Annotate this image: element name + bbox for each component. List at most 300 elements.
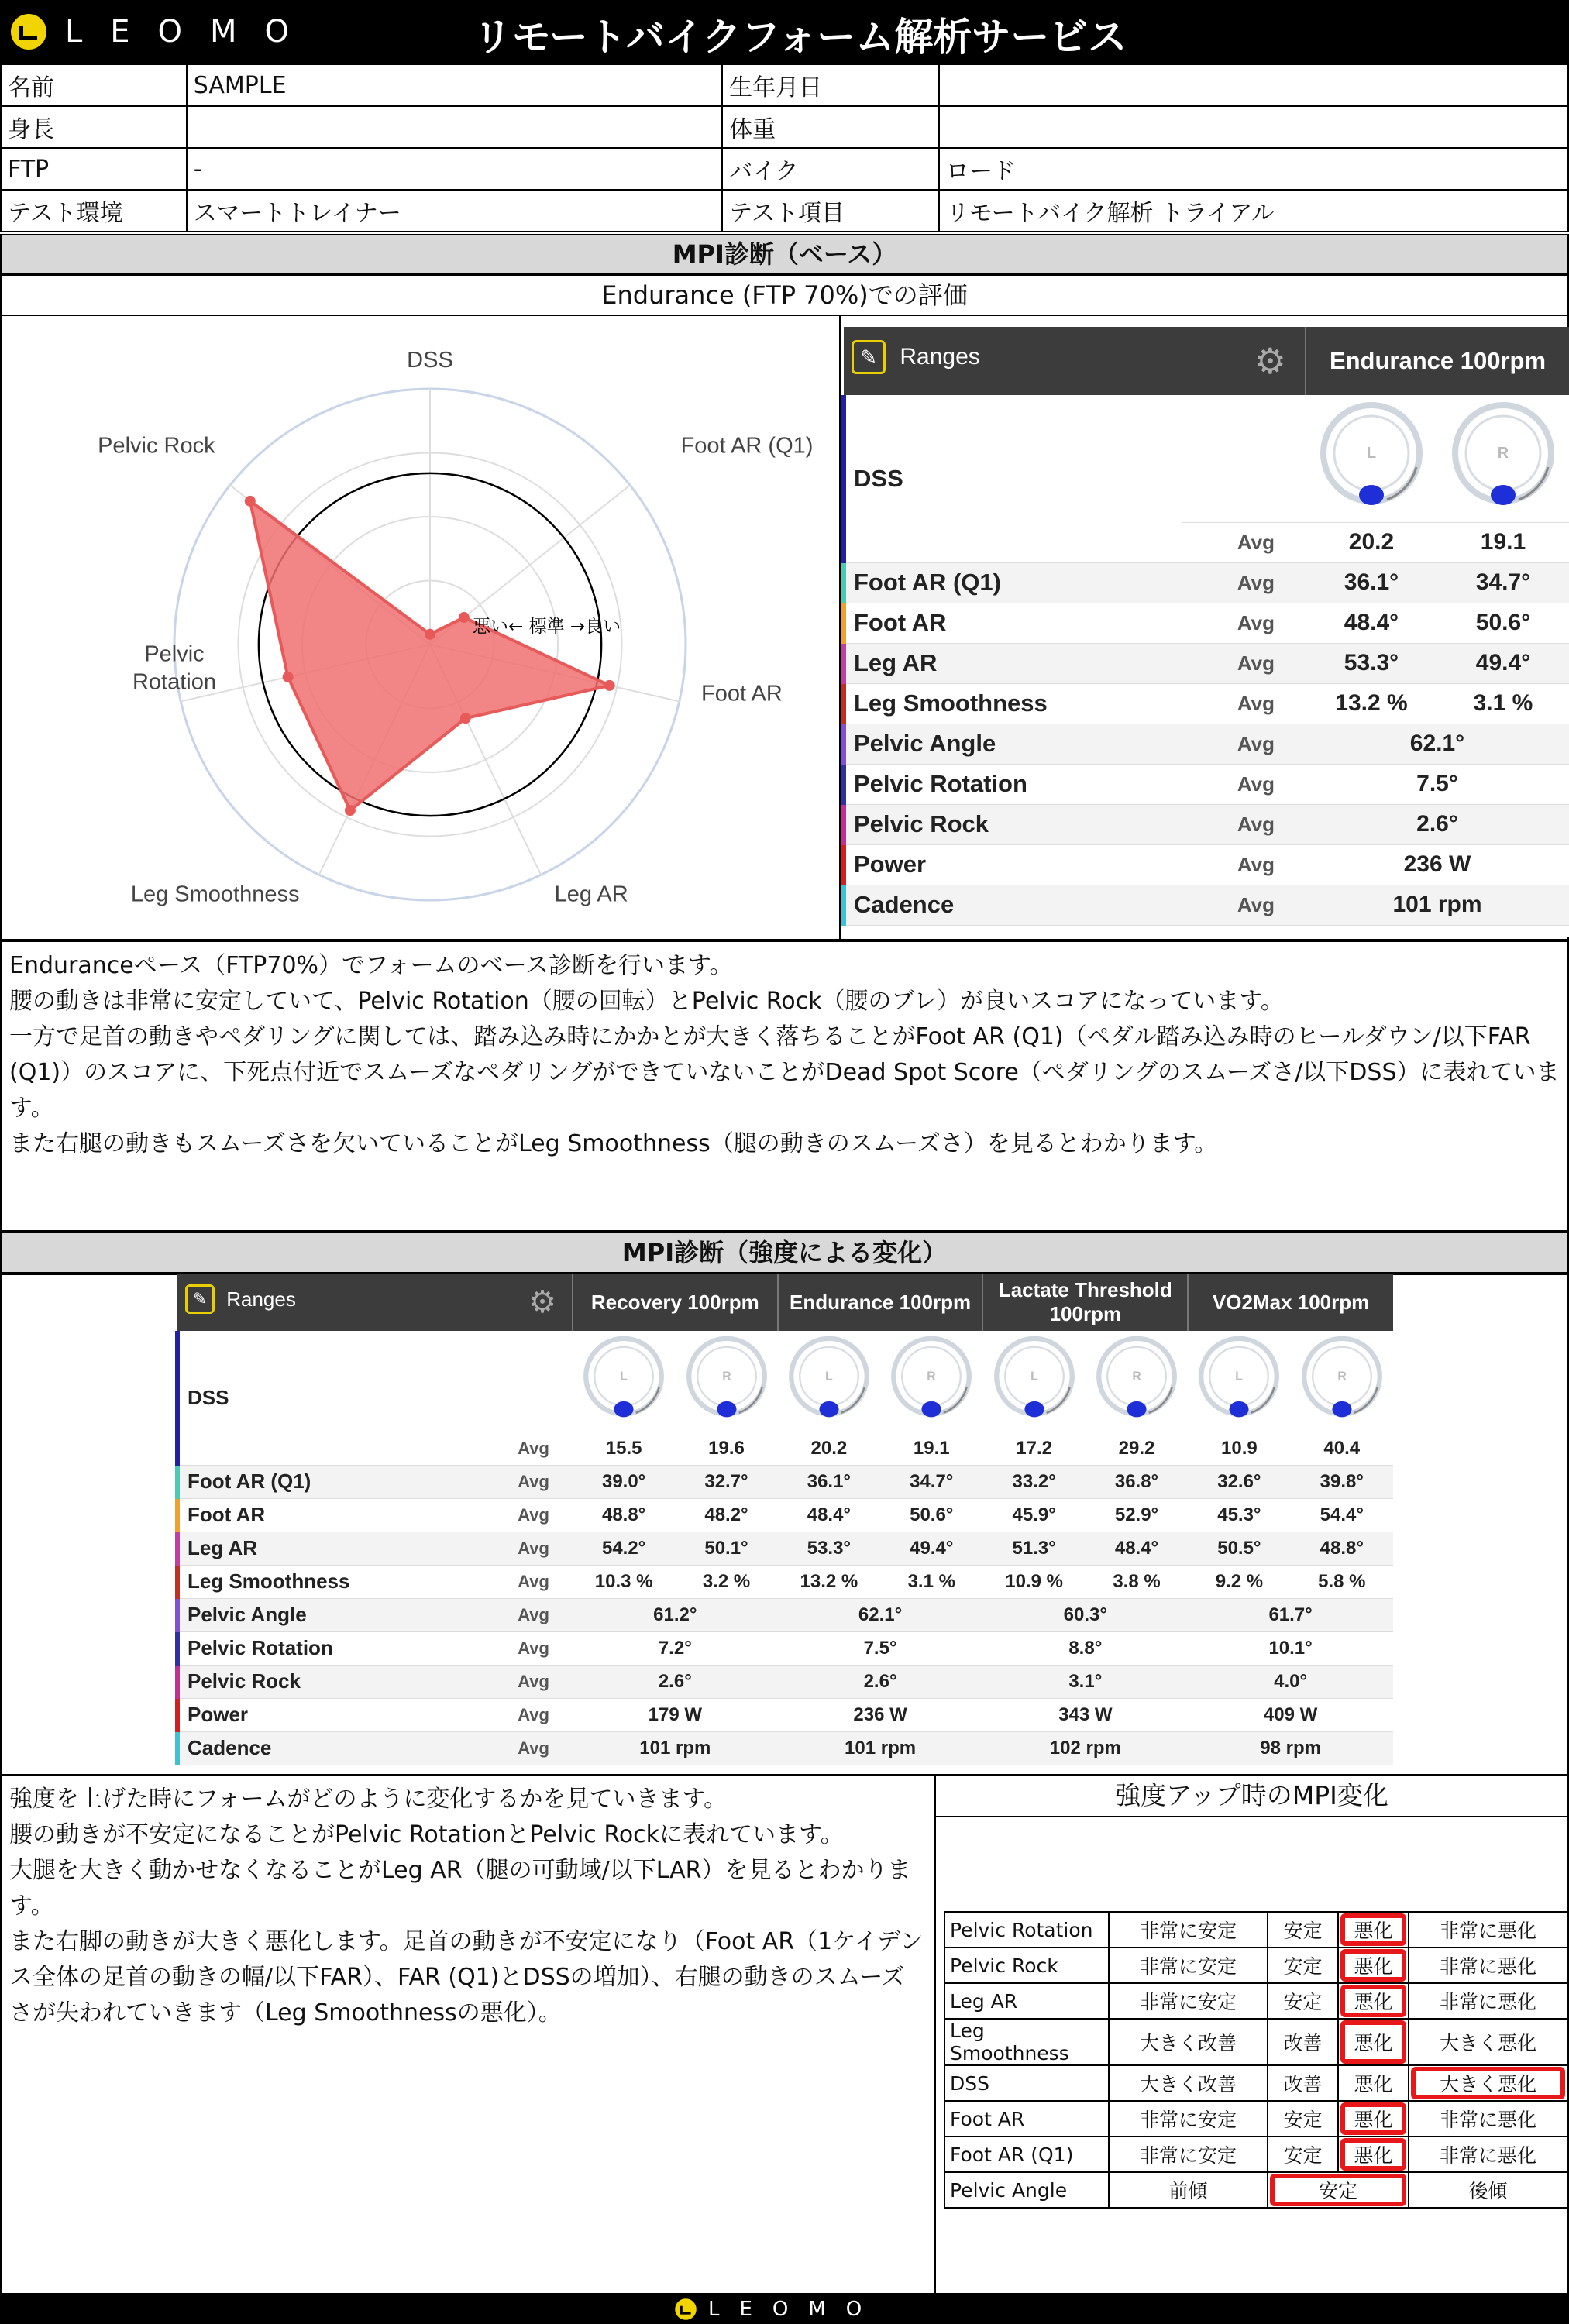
row-label: Pelvic Angle: [177, 1598, 470, 1631]
metric-value: 54.4°: [1291, 1498, 1393, 1532]
mpi-change-option: [1409, 1912, 1567, 1948]
mpi-change-option-label: 悪化: [1354, 2144, 1393, 2167]
metric-value: 2.6°: [1306, 804, 1569, 844]
mpi-change-label: Leg Smoothness: [944, 2019, 1109, 2065]
metric-value: 3.8 %: [1086, 1565, 1188, 1598]
metric-row: [177, 1465, 1393, 1498]
mpi-change-option-label: 安定: [1283, 1991, 1323, 2013]
radar-axis-label: DSS: [407, 348, 453, 373]
comment-paragraph: Enduranceペース（FTP70%）でフォームのベース診断を行います。: [9, 952, 733, 979]
comment-paragraph: 腰の動きは非常に安定していて、Pelvic Rotation（腰の回転）とPelvic Rock（腰のブレ）が良いスコアになっています。: [9, 988, 1284, 1015]
row-label: Cadence: [177, 1731, 470, 1765]
svg-text:R: R: [1497, 444, 1509, 462]
comment-paragraph: 大腿を大きく動かせなくなることがLeg AR（腿の可動域/以下LAR）を見るとわかります。: [9, 1857, 911, 1920]
mpi-change-option: [1268, 1948, 1338, 1983]
mpi-change-option-label: 非常に安定: [1139, 1991, 1237, 2013]
mpi-change-option: [1409, 2137, 1567, 2172]
logo-text: LEOMO: [65, 14, 318, 50]
svg-text:L: L: [620, 1370, 628, 1384]
avg-label: Avg: [470, 1532, 573, 1565]
profile-label: 身長: [1, 106, 187, 148]
profile-value: -: [187, 148, 722, 190]
mpi-change-option-label: 前傾: [1168, 2180, 1208, 2202]
row-label: Foot AR: [844, 603, 1182, 643]
mpi-change-option: [1338, 2019, 1409, 2065]
row-label: Pelvic Rock: [177, 1665, 470, 1698]
profile-row: [1, 190, 1568, 232]
mpi-change-option: [1109, 2137, 1268, 2172]
metric-right-value: 34.7°: [1437, 562, 1569, 603]
metric-value: 10.1°: [1188, 1631, 1393, 1665]
dss-left-value: 20.2: [1306, 522, 1437, 562]
metric-value: 60.3°: [982, 1598, 1188, 1631]
profile-label: テスト環境: [1, 190, 187, 232]
mpi-change-option: [1268, 2065, 1338, 2101]
row-label: Foot AR: [177, 1498, 470, 1532]
mpi-change-option-label: 安定: [1283, 2109, 1323, 2131]
metric-value: 32.7°: [675, 1465, 777, 1498]
mpi-change-panel: [934, 1774, 1569, 2295]
metric-row: [844, 643, 1569, 683]
row-label: DSS: [177, 1331, 470, 1465]
mpi-change-row: [944, 2065, 1567, 2101]
profile-value: リモートバイク解析 トライアル: [939, 190, 1568, 232]
metric-value: 50.1°: [675, 1532, 777, 1565]
mpi-change-row: [944, 2137, 1567, 2172]
mpi-change-option-label: 非常に安定: [1139, 1920, 1237, 1942]
metric-left-value: 36.1°: [1306, 562, 1437, 603]
profile-label: テスト項目: [722, 190, 939, 232]
metric-value: 102 rpm: [982, 1731, 1188, 1765]
avg-label: Avg: [470, 1432, 573, 1465]
column-header: Recovery 100rpm: [573, 1274, 778, 1331]
metric-left-value: 48.4°: [1306, 603, 1437, 643]
metric-value: 179 W: [573, 1698, 778, 1731]
radar-point: [460, 713, 471, 724]
svg-text:R: R: [1132, 1370, 1141, 1384]
dss-right-value: 19.1: [1437, 522, 1569, 562]
mpi-change-option: [1109, 2172, 1268, 2208]
row-label: Pelvic Rotation: [177, 1631, 470, 1665]
mpi-change-option: [1409, 2101, 1567, 2137]
metric-value: 236 W: [778, 1698, 983, 1731]
profile-value: [939, 64, 1568, 106]
row-label: Pelvic Rotation: [844, 764, 1182, 804]
avg-label: Avg: [1182, 603, 1306, 643]
mpi-change-option-label: 改善: [1283, 2073, 1323, 2095]
dss-value: 19.6: [675, 1432, 777, 1465]
dss-value: 19.1: [880, 1432, 982, 1465]
dss-gauge-icon: [1193, 1332, 1285, 1424]
metric-row: [177, 1698, 1393, 1731]
metric-row: [177, 1631, 1393, 1665]
metric-value: 39.0°: [573, 1465, 675, 1498]
profile-label: バイク: [722, 148, 939, 190]
profile-value: ロード: [939, 148, 1568, 190]
avg-label: Avg: [1182, 764, 1306, 804]
avg-label: Avg: [470, 1698, 573, 1731]
metric-value: 48.4°: [1086, 1532, 1188, 1565]
ranges-panel-single: [841, 327, 1569, 937]
metric-value: 62.1°: [1306, 724, 1569, 764]
profile-value: [187, 106, 722, 148]
mpi-change-option: [1109, 1912, 1268, 1948]
metric-row: [177, 1498, 1393, 1532]
mpi-change-row: [944, 2019, 1567, 2065]
metric-value: 48.2°: [675, 1498, 777, 1532]
row-label: Leg AR: [844, 643, 1182, 683]
mpi-change-option-label: 悪化: [1354, 1920, 1393, 1942]
mpi-change-option-label: 非常に悪化: [1440, 2109, 1537, 2131]
avg-label: Avg: [1182, 683, 1306, 724]
metric-value: 48.8°: [573, 1498, 675, 1532]
mpi-change-option: [1268, 2137, 1338, 2172]
comment-paragraph: 腰の動きが不安定になることがPelvic RotationとPelvic Rockに表れています。: [9, 1821, 844, 1848]
mpi-change-option: [1338, 1983, 1409, 2019]
comment-paragraph: また右腿の動きもスムーズさを欠いていることがLeg Smoothness（腿の動きのスムーズさ）を見るとわかります。: [9, 1130, 1218, 1157]
avg-label: Avg: [1182, 804, 1306, 844]
mpi-change-option: [1268, 1912, 1338, 1948]
row-label: Leg Smoothness: [177, 1565, 470, 1598]
mpi-change-label: Foot AR: [944, 2101, 1109, 2137]
profile-label: FTP: [1, 148, 187, 190]
metric-row: [177, 1532, 1393, 1565]
dss-row: [177, 1331, 1393, 1432]
radar-axis-label: Rotation: [132, 669, 217, 695]
mpi-change-option-label: 非常に安定: [1139, 2144, 1237, 2167]
metric-row: [844, 683, 1569, 724]
mpi-change-option-label: 悪化: [1354, 2032, 1393, 2054]
base-diagnosis-comment: [0, 940, 1569, 1232]
mpi-change-option: [1268, 1983, 1338, 2019]
section-subtitle-endurance: Endurance (FTP 70%)での評価: [0, 274, 1569, 316]
dss-value: 15.5: [573, 1432, 675, 1465]
metric-value: 4.0°: [1188, 1665, 1393, 1698]
gear-icon[interactable]: ⚙: [1254, 341, 1286, 381]
pin-icon[interactable]: ✎: [852, 340, 886, 374]
intensity-comment: [0, 1774, 936, 2295]
dss-gauge-icon: [886, 1332, 977, 1424]
metric-value: 9.2 %: [1188, 1565, 1290, 1598]
ranges-header: [177, 1274, 1393, 1331]
metric-row: [177, 1665, 1393, 1698]
metric-value: 98 rpm: [1188, 1731, 1393, 1765]
metric-left-value: 13.2 %: [1306, 683, 1437, 724]
section-title-intensity: MPI診断（強度による変化）: [0, 1232, 1569, 1274]
mpi-change-option: [1409, 2019, 1567, 2065]
profile-row: [1, 148, 1568, 190]
avg-label: Avg: [1182, 562, 1306, 603]
dss-gauge-icon: [1296, 1332, 1388, 1424]
radar-point: [245, 496, 256, 507]
ranges-header: [844, 327, 1569, 395]
metric-value: 3.1 %: [880, 1565, 982, 1598]
mpi-change-label: Pelvic Rotation: [944, 1912, 1109, 1948]
mpi-change-row: [944, 1912, 1567, 1948]
comment-paragraph: 強度を上げた時にフォームがどのように変化するかを見ていきます。: [9, 1786, 728, 1813]
section-title-base: MPI診断（ベース）: [0, 234, 1569, 274]
dss-row: [844, 395, 1569, 522]
mpi-change-option-label: 悪化: [1354, 1991, 1393, 2013]
metric-value: 101 rpm: [573, 1731, 778, 1765]
metric-value: 101 rpm: [1306, 885, 1569, 925]
metric-value: 2.6°: [778, 1665, 983, 1698]
gear-icon[interactable]: ⚙: [528, 1285, 556, 1319]
comment-paragraph: 一方で足首の動きやペダリングに関しては、踏み込み時にかかとが大きく落ちることがFoot AR (Q1)（ペダル踏み込み時のヒールダウン/以下FAR (Q1)）のスコアに、下死点付近でスムーズなペダリングができていないことがDead Spot Score（ペダリングのスムーズさ/以下DSS）に表れています。: [9, 1023, 1560, 1122]
metric-value: 2.6°: [573, 1665, 778, 1698]
mpi-change-option: [1409, 1948, 1567, 1983]
metric-value: 7.5°: [778, 1631, 983, 1665]
mpi-change-option-label: 大きく悪化: [1440, 2073, 1537, 2095]
profile-label: 体重: [722, 106, 939, 148]
profile-row: [1, 106, 1568, 148]
profile-value: [939, 106, 1568, 148]
profile-label: 生年月日: [722, 64, 939, 106]
column-header: Endurance 100rpm: [778, 1274, 983, 1331]
metric-right-value: 50.6°: [1437, 603, 1569, 643]
avg-label: Avg: [470, 1498, 573, 1532]
metric-value: 101 rpm: [778, 1731, 983, 1765]
dss-value: 40.4: [1291, 1432, 1393, 1465]
mpi-change-option-label: 安定: [1283, 2144, 1323, 2167]
row-label: Foot AR (Q1): [177, 1465, 470, 1498]
metric-row: [844, 804, 1569, 844]
mpi-change-option: [1409, 1983, 1567, 2019]
svg-text:R: R: [1337, 1370, 1347, 1384]
svg-text:L: L: [1235, 1370, 1244, 1384]
metric-value: 32.6°: [1188, 1465, 1290, 1498]
radar-axis-label: Pelvic: [144, 641, 205, 667]
avg-label: Avg: [1182, 522, 1306, 562]
mpi-change-option-label: 非常に安定: [1139, 1955, 1237, 1978]
radar-axis-label: Leg AR: [554, 882, 628, 907]
metric-value: 236 W: [1306, 844, 1569, 885]
metric-value: 39.8°: [1291, 1465, 1393, 1498]
row-label: Power: [844, 844, 1182, 885]
mpi-change-row: [944, 2172, 1567, 2208]
row-label: DSS: [844, 395, 1182, 562]
ranges-label: Ranges: [226, 1287, 296, 1311]
radar-axis-label: Foot AR (Q1): [680, 433, 814, 459]
header-bar: [0, 0, 1569, 64]
metric-value: 409 W: [1188, 1698, 1393, 1731]
metric-value: 51.3°: [982, 1532, 1085, 1565]
mpi-change-option: [1338, 2101, 1409, 2137]
radar-point: [425, 629, 435, 640]
mpi-change-title: 強度アップ時のMPI変化: [936, 1776, 1567, 1817]
metric-value: 13.2 %: [778, 1565, 880, 1598]
mpi-change-option-label: 安定: [1318, 2180, 1357, 2202]
mpi-change-option: [1338, 1948, 1409, 1983]
metric-row: [844, 724, 1569, 764]
metric-value: 10.3 %: [573, 1565, 675, 1598]
dss-gauge-icon: [578, 1332, 669, 1424]
profile-row: [1, 64, 1568, 106]
footer-bar: [0, 2295, 1569, 2324]
row-label: Cadence: [844, 885, 1182, 925]
avg-label: Avg: [470, 1631, 573, 1665]
metric-value: 50.6°: [880, 1498, 982, 1532]
column-header: VO2Max 100rpm: [1188, 1274, 1393, 1331]
mpi-change-option: [1338, 2137, 1409, 2172]
mpi-change-option-label: 大きく悪化: [1440, 2032, 1537, 2054]
metric-value: 61.7°: [1188, 1598, 1393, 1631]
dss-gauge-icon: [783, 1332, 875, 1424]
mpi-change-option: [1338, 2065, 1409, 2101]
profile-table: [0, 64, 1569, 232]
mpi-change-option-label: 大きく改善: [1139, 2073, 1237, 2095]
avg-label: Avg: [470, 1665, 573, 1698]
metric-value: 61.2°: [573, 1598, 778, 1631]
mpi-change-option-label: 後傾: [1468, 2180, 1508, 2202]
row-label: Pelvic Rock: [844, 804, 1182, 844]
mpi-change-row: [944, 1948, 1567, 1983]
metric-value: 49.4°: [880, 1532, 982, 1565]
dss-gauge-icon: [681, 1332, 772, 1424]
radar-point: [459, 612, 470, 623]
mpi-change-option: [1409, 2065, 1567, 2101]
mpi-change-option: [1268, 2019, 1338, 2065]
mpi-change-label: Leg AR: [944, 1983, 1109, 2019]
mpi-change-option: [1268, 2172, 1409, 2208]
radar-chart: [15, 325, 829, 937]
ranges-table-multi: [175, 1274, 1393, 1765]
avg-label: Avg: [1182, 885, 1306, 925]
metric-value: 10.9 %: [982, 1565, 1085, 1598]
avg-label: Avg: [1182, 724, 1306, 764]
metric-row: [844, 885, 1569, 925]
column-header: Lactate Threshold 100rpm: [982, 1274, 1188, 1331]
metric-value: 8.8°: [982, 1631, 1188, 1665]
metric-value: 54.2°: [573, 1532, 675, 1565]
svg-text:R: R: [721, 1370, 731, 1384]
metric-right-value: 49.4°: [1437, 643, 1569, 683]
metric-value: 34.7°: [880, 1465, 982, 1498]
avg-label: Avg: [470, 1598, 573, 1631]
mpi-change-option: [1268, 2101, 1338, 2137]
svg-text:L: L: [1366, 444, 1377, 462]
radar-axis-label: Leg Smoothness: [130, 882, 300, 907]
row-label: Leg Smoothness: [844, 683, 1182, 724]
mpi-change-option: [1338, 1912, 1409, 1948]
profile-value: スマートトレイナー: [187, 190, 722, 232]
metric-row: [844, 603, 1569, 643]
dss-value: 20.2: [778, 1432, 880, 1465]
dss-gauge-icon: [1445, 397, 1561, 514]
metric-value: 53.3°: [778, 1532, 880, 1565]
avg-label: Avg: [470, 1565, 573, 1598]
avg-label: Avg: [470, 1465, 573, 1498]
mpi-change-option-label: 非常に悪化: [1440, 2144, 1537, 2167]
radar-scale-note: 悪い← 標準 →良い: [473, 617, 621, 637]
metric-right-value: 3.1 %: [1437, 683, 1569, 724]
metric-left-value: 53.3°: [1306, 643, 1437, 683]
mpi-change-label: Pelvic Angle: [944, 2172, 1109, 2208]
profile-value: SAMPLE: [187, 64, 722, 106]
mpi-change-label: Pelvic Rock: [944, 1948, 1109, 1983]
radar-point: [604, 680, 615, 691]
footer-logo: [674, 2298, 882, 2321]
dss-value: 29.2: [1086, 1432, 1188, 1465]
metric-value: 33.2°: [982, 1465, 1085, 1498]
ranges-table-single: [841, 327, 1569, 926]
metric-value: 62.1°: [778, 1598, 983, 1631]
metric-value: 50.5°: [1188, 1532, 1290, 1565]
metric-value: 343 W: [982, 1698, 1188, 1731]
radar-axis-label: Pelvic Rock: [98, 433, 215, 459]
mpi-change-option-label: 非常に安定: [1139, 2109, 1237, 2131]
svg-text:R: R: [927, 1370, 936, 1384]
mpi-change-option-label: 安定: [1283, 1920, 1323, 1942]
mpi-change-option-label: 悪化: [1354, 2073, 1393, 2095]
comment-paragraph: また右脚の動きが大きく悪化します。足首の動きが不安定になり（Foot AR（1ケイデンス全体の足首の動きの幅/以下FAR）、FAR (Q1)とDSSの増加）、右腿の動きのスムーズさが失われていきます（Leg Smoothnessの悪化）。: [9, 1928, 924, 2027]
metric-value: 36.8°: [1086, 1465, 1188, 1498]
mpi-change-option: [1109, 2101, 1268, 2137]
mpi-change-option-label: 安定: [1283, 1955, 1323, 1978]
row-label: Pelvic Angle: [844, 724, 1182, 764]
metric-value: 3.2 %: [675, 1565, 777, 1598]
radar-point: [283, 672, 294, 682]
mpi-change-option: [1109, 1983, 1268, 2019]
row-label: Leg AR: [177, 1532, 470, 1565]
mpi-change-label: Foot AR (Q1): [944, 2137, 1109, 2172]
mpi-change-row: [944, 2101, 1567, 2137]
row-label: Foot AR (Q1): [844, 562, 1182, 603]
mpi-change-option-label: 改善: [1283, 2032, 1323, 2054]
dss-gauge-icon: [1313, 397, 1430, 514]
radar-point: [345, 805, 356, 816]
pin-icon[interactable]: ✎: [185, 1284, 215, 1314]
mpi-change-option: [1409, 2172, 1567, 2208]
metric-value: 5.8 %: [1291, 1565, 1393, 1598]
profile-label: 名前: [1, 64, 187, 106]
mpi-change-option-label: 悪化: [1354, 2109, 1393, 2131]
dss-gauge-icon: [989, 1332, 1080, 1424]
leomo-logo-icon: [674, 2298, 697, 2321]
mpi-change-row: [944, 1983, 1567, 2019]
dss-gauge-icon: [1091, 1332, 1182, 1424]
metric-value: 7.5°: [1306, 764, 1569, 804]
avg-label: Avg: [1182, 844, 1306, 885]
metric-value: 7.2°: [573, 1631, 778, 1665]
metric-row: [844, 764, 1569, 804]
metric-row: [177, 1565, 1393, 1598]
mpi-change-option-label: 非常に悪化: [1440, 1955, 1537, 1978]
svg-text:L: L: [825, 1370, 833, 1384]
dss-value: 17.2: [982, 1432, 1085, 1465]
mpi-change-option: [1109, 1948, 1268, 1983]
metric-value: 48.8°: [1291, 1532, 1393, 1565]
mpi-change-label: DSS: [944, 2065, 1109, 2101]
mpi-change-option-label: 大きく改善: [1139, 2032, 1237, 2054]
mpi-change-table: [944, 1911, 1568, 2209]
metric-value: 48.4°: [778, 1498, 880, 1532]
mpi-change-option-label: 非常に悪化: [1440, 1920, 1537, 1942]
mpi-change-option: [1109, 2065, 1268, 2101]
page-title: リモートバイクフォーム解析サービス: [473, 15, 1127, 60]
row-label: Power: [177, 1698, 470, 1731]
ranges-label: Ranges: [900, 344, 980, 370]
metric-row: [844, 844, 1569, 885]
footer-logo-text: LEOMO: [708, 2298, 883, 2321]
mpi-change-option-label: 非常に悪化: [1440, 1991, 1537, 2013]
column-header: Endurance 100rpm: [1306, 327, 1569, 395]
svg-text:L: L: [1030, 1370, 1038, 1384]
mpi-change-option: [1109, 2019, 1268, 2065]
metric-row: [177, 1598, 1393, 1631]
ranges-panel-multi: [175, 1274, 1393, 1769]
metric-row: [844, 562, 1569, 603]
